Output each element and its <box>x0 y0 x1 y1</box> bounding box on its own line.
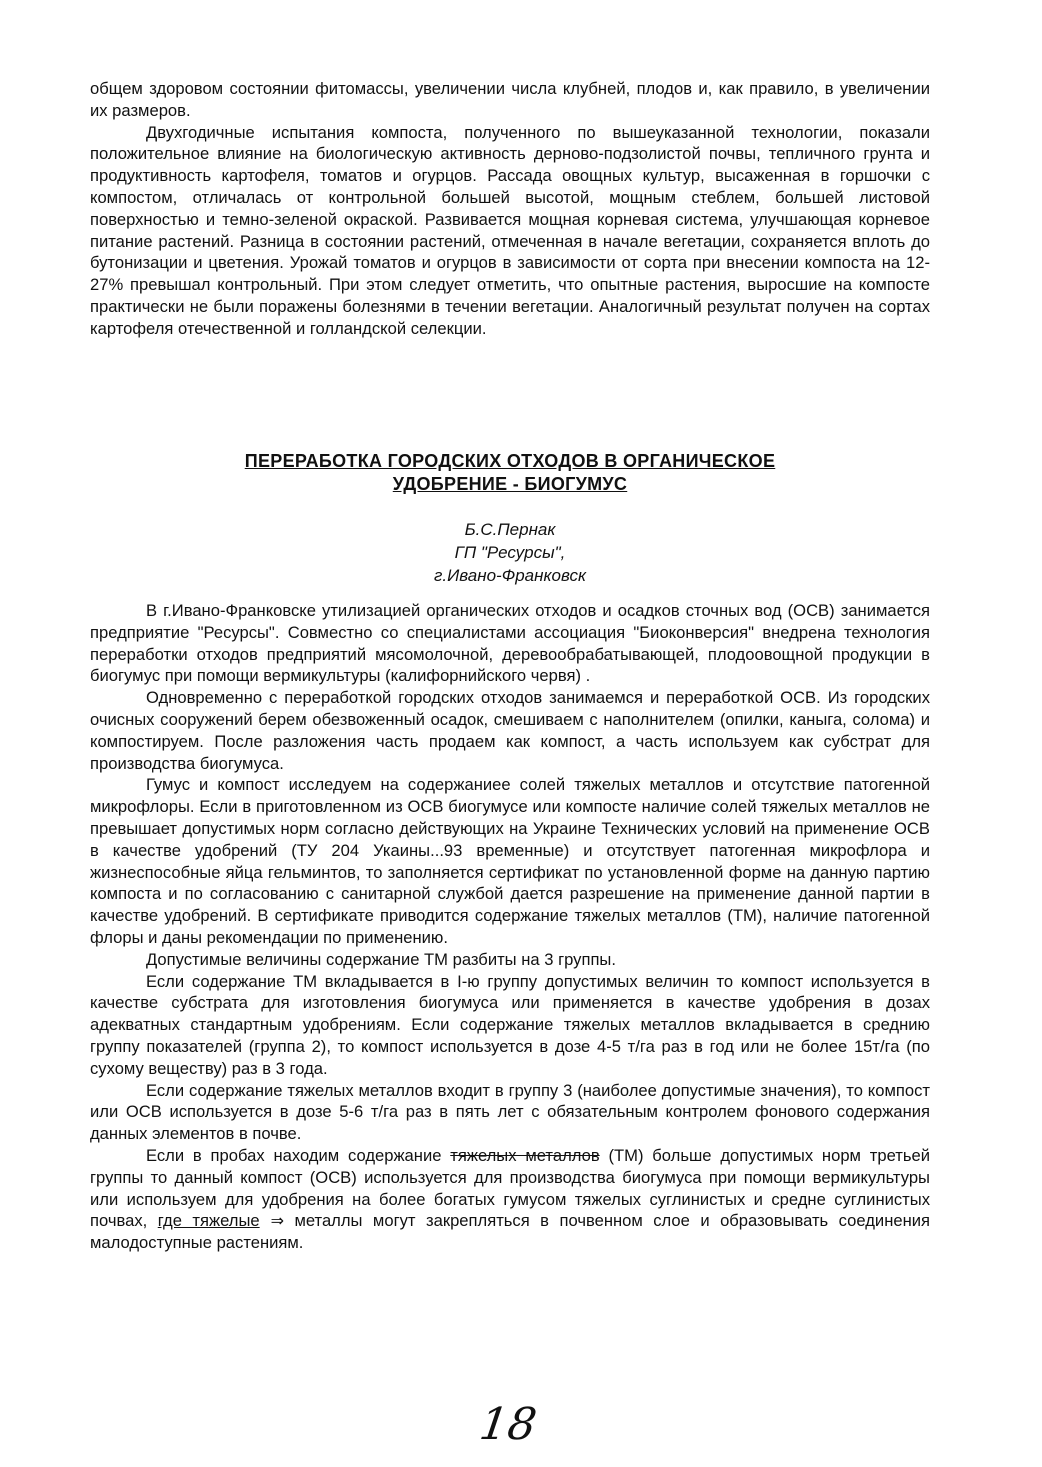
article-title-line-2: УДОБРЕНИЕ - БИОГУМУС <box>392 474 628 494</box>
body-paragraph-5: Если содержание ТМ вкладывается в I-ю группу допустимых величин то компост используется в качестве субстрата для изготовления биогумуса или применяется в качестве удобрения в дозах адекватных стандартным удобрениям. Если содержание тяжелых металлов вкладывается в среднию группу показателей (группа 2), то компост используется в дозе 4-5 т/га раз в год или не более 15т/га (по сухому веществу) раз в 3 года. <box>90 971 930 1078</box>
article-body <box>90 600 930 1254</box>
insertion-arrow-icon: ⇒ <box>259 1211 284 1231</box>
article-title <box>150 450 870 496</box>
body-paragraph-6: Если содержание тяжелых металлов входит в группу 3 (наиболее допустимые значения), то компост или ОСВ используется в дозе 5-6 т/га раз в пять лет с обязательным контролем фонового содержания данных элементов в почве. <box>90 1080 930 1144</box>
body-paragraph-1: В г.Ивано-Франковске утилизацией органических отходов и осадков сточных вод (ОСВ) занимается предприятие "Ресурсы". Совместно со специалистами ассоциация "Биоконверсия" внедрена технология переработки отходов предприятий мясомолочной, деревообрабатывающей, плодоовощной продукции в биогумус при помощи вермикультуры (калифорнийского червя) . <box>90 601 930 686</box>
intro-paragraph-2: Двухгодичные испытания компоста, полученного по вышеуказанной технологии, показали положительное влияние на биологическую активность дерново-подзолистой почвы, тепличного грунта и продуктивность картофеля, томатов и огурцов. Рассада овощных культур, высаженная в горшочки с компостом, отличалась от контрольной большей высотой, мощным стеблем, большей листовой поверхностью и темно-зеленой окраской. Развивается мощная корневая система, улучшающая корневое питание растений. Разница в состоянии растений, отмеченная в начале вегетации, сохраняется вплоть до бутонизации и цветения. Урожай томатов и огурцов в зависимости от сорта при внесении компоста на 12-27% превышал контрольный. При этом следует отметить, что опытные растения, выросшие на компосте практически не были поражены болезнями в течении вегетации. Аналогичный результат получен на сортах картофеля отечественной и голландской селекции. <box>90 122 930 338</box>
body-paragraph-7 <box>90 1145 930 1254</box>
underlined-text: где тяжелые <box>157 1211 260 1231</box>
body-paragraph-7-part-c: металлы могут закрепляться в почвенном слое и образовывать соединения малодоступные растениям. <box>90 1211 931 1253</box>
page-number: 18 <box>476 1399 540 1450</box>
body-paragraph-4: Допустимые величины содержание ТМ разбиты на 3 группы. <box>146 949 616 969</box>
author-organization: ГП "Ресурсы", <box>454 543 566 562</box>
body-paragraph-2: Одновременно с переработкой городских отходов занимаемся и переработкой ОСВ. Из городских очисных сооружений берем обезвоженный осадок, смешиваем с наполнителем (опилки, каныга, солома) и компостируем. После разложения часть продаем как компост, а часть используем как субстрат для производства биогумуса. <box>90 688 930 773</box>
intro-paragraph-1: общем здоровом состоянии фитомассы, увеличении числа клубней, плодов и, как правило, в увеличении их размеров. <box>90 79 930 120</box>
article-title-line-1: ПЕРЕРАБОТКА ГОРОДСКИХ ОТХОДОВ В ОРГАНИЧЕСКОЕ <box>244 451 776 471</box>
author-name: Б.С.Пернак <box>464 520 556 539</box>
body-paragraph-7-part-b: (ТМ) больше допустимых норм третьей группы то данный компост (ОСВ) используется для производства биогумуса при помощи вермикультуры или используем для удобрения на более богатых гумусом тяжелых суглинистых и средне суглинистых почвах, <box>90 1145 931 1231</box>
body-paragraph-3: Гумус и компост исследуем на содержаниее солей тяжелых металлов и отсутствие патогенной микрофлоры. Если в приготовленном из ОСВ биогумусе или компосте наличие солей тяжелых металлов не превышает допустимых норм согласно действующих на Украине Технических условий на применение ОСВ в качестве удобрений (ТУ 204 Укаины...93 временные) и отсутствует патогенная микрофлора и жизнеспособные яйца гельминтов, то заполняется сертификат по установленной форме на данную партию компоста и по согласованию с санитарной службой дается разрешение на применение данной партии в качестве удобрений. В сертификате приводится содержание тяжелых металлов (ТМ), наличие патогенной флоры и даны рекомендации по применению. <box>90 775 930 947</box>
intro-text <box>90 78 930 340</box>
body-paragraph-7-part-a: Если в пробах находим содержание <box>146 1145 451 1165</box>
article-byline <box>300 518 720 587</box>
author-city: г.Ивано-Франковск <box>434 566 586 585</box>
struck-out-text: тяжелых металлов <box>450 1145 600 1165</box>
